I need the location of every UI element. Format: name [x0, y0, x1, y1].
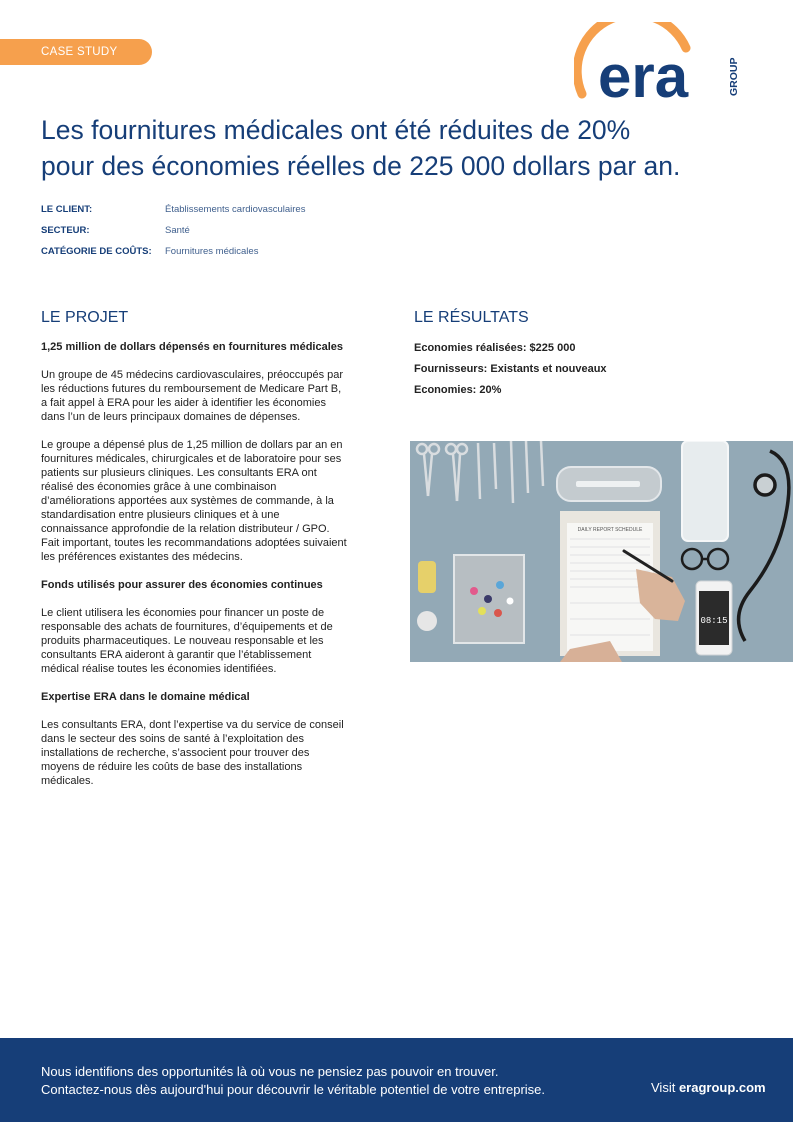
- result-item: Economies réalisées: $225 000: [414, 342, 576, 354]
- visit-link[interactable]: [651, 1080, 766, 1095]
- pill-bottle: [418, 561, 436, 593]
- phone-time: 08:15: [700, 616, 728, 626]
- projet-subheading: Expertise ERA dans le domaine médical: [41, 691, 250, 703]
- logo-group-text: GROUP: [728, 57, 740, 96]
- meta-row-client: [41, 199, 305, 220]
- projet-paragraph: Le groupe a dépensé plus de 1,25 million de dollars par an en fournitures médicales, chirurgicales et de laboratoire pour ses patients sur plusieurs cliniques. Les consultants ERA ont réalisé des économies grâce à une combinaison d’améliorations apportées aux systèmes de commande, à la standardisation entre plusieurs cliniques et à une connaissance approfondie de la relation distributeur / GPO. Fait important, toutes les recommandations adoptées suivaient les préférences existantes des médecins.: [41, 439, 347, 563]
- case-study-badge: CASE STUDY: [0, 39, 152, 65]
- title-line-2: pour des économies réelles de 225 000 dollars par an.: [41, 151, 681, 181]
- meta-label: SECTEUR:: [41, 225, 90, 236]
- clipboard-title: DAILY REPORT SCHEDULE: [577, 527, 643, 533]
- iv-bag: [682, 441, 728, 541]
- result-item: Fournisseurs: Existants et nouveaux: [414, 363, 607, 375]
- syringe-icon: [576, 481, 640, 487]
- meta-value: Santé: [165, 225, 190, 236]
- projet-paragraph: Un groupe de 45 médecins cardiovasculaires, préoccupés par les réductions futures du remboursement de Medicare Part B, a fait appel à ERA pour les aider à identifier les économies dans l’un de leurs principaux domaines de dépenses.: [41, 369, 344, 423]
- results-list: [414, 341, 607, 404]
- projet-subheading: 1,25 million de dollars dépensés en fournitures médicales: [41, 341, 343, 353]
- meta-label: CATÉGORIE DE COÛTS:: [41, 246, 152, 257]
- logo-wordmark: era: [598, 43, 689, 104]
- projet-body: [41, 340, 349, 802]
- photo-illustration: [410, 441, 793, 662]
- resultats-heading: LE RÉSULTATS: [414, 309, 529, 326]
- meta-label: LE CLIENT:: [41, 204, 93, 215]
- result-item: Economies: 20%: [414, 384, 502, 396]
- meta-row-category: [41, 241, 305, 262]
- projet-paragraph: Le client utilisera les économies pour financer un poste de responsable des achats de fournitures, d’équipements et de produits pharmaceutiques. Le nouveau responsable et les consultants ERA aideront à garantir que l’établissement médical réalise toutes les économies identifiées.: [41, 607, 333, 675]
- bottle-cap: [417, 611, 437, 631]
- case-meta: [41, 199, 305, 262]
- page-title: [41, 112, 741, 184]
- footer-line-1: Nous identifions des opportunités là où vous ne pensiez pas pouvoir en trouver.: [41, 1064, 499, 1079]
- footer-line-2: Contactez-nous dès aujourd'hui pour découvrir le véritable potentiel de votre entreprise.: [41, 1082, 545, 1097]
- meta-value: Fournitures médicales: [165, 246, 259, 257]
- projet-heading: LE PROJET: [41, 309, 129, 326]
- footer-banner: [0, 1038, 793, 1122]
- projet-paragraph: Les consultants ERA, dont l’expertise va du service de conseil dans le secteur des soins de santé à l’exploitation des installations de recherche, s’associent pour trouver des moyens de réduire les coûts de base des installations médicales.: [41, 719, 344, 787]
- meta-row-sector: [41, 220, 305, 241]
- era-group-logo: [574, 22, 754, 104]
- medical-supplies-photo: [410, 441, 793, 662]
- visit-site: eragroup.com: [678, 1080, 766, 1095]
- meta-value: Établissements cardiovasculaires: [165, 204, 306, 215]
- visit-prefix: Visit: [651, 1080, 679, 1095]
- title-line-1: Les fournitures médicales ont été réduites de 20%: [41, 115, 631, 145]
- projet-subheading: Fonds utilisés pour assurer des économies continues: [41, 579, 323, 591]
